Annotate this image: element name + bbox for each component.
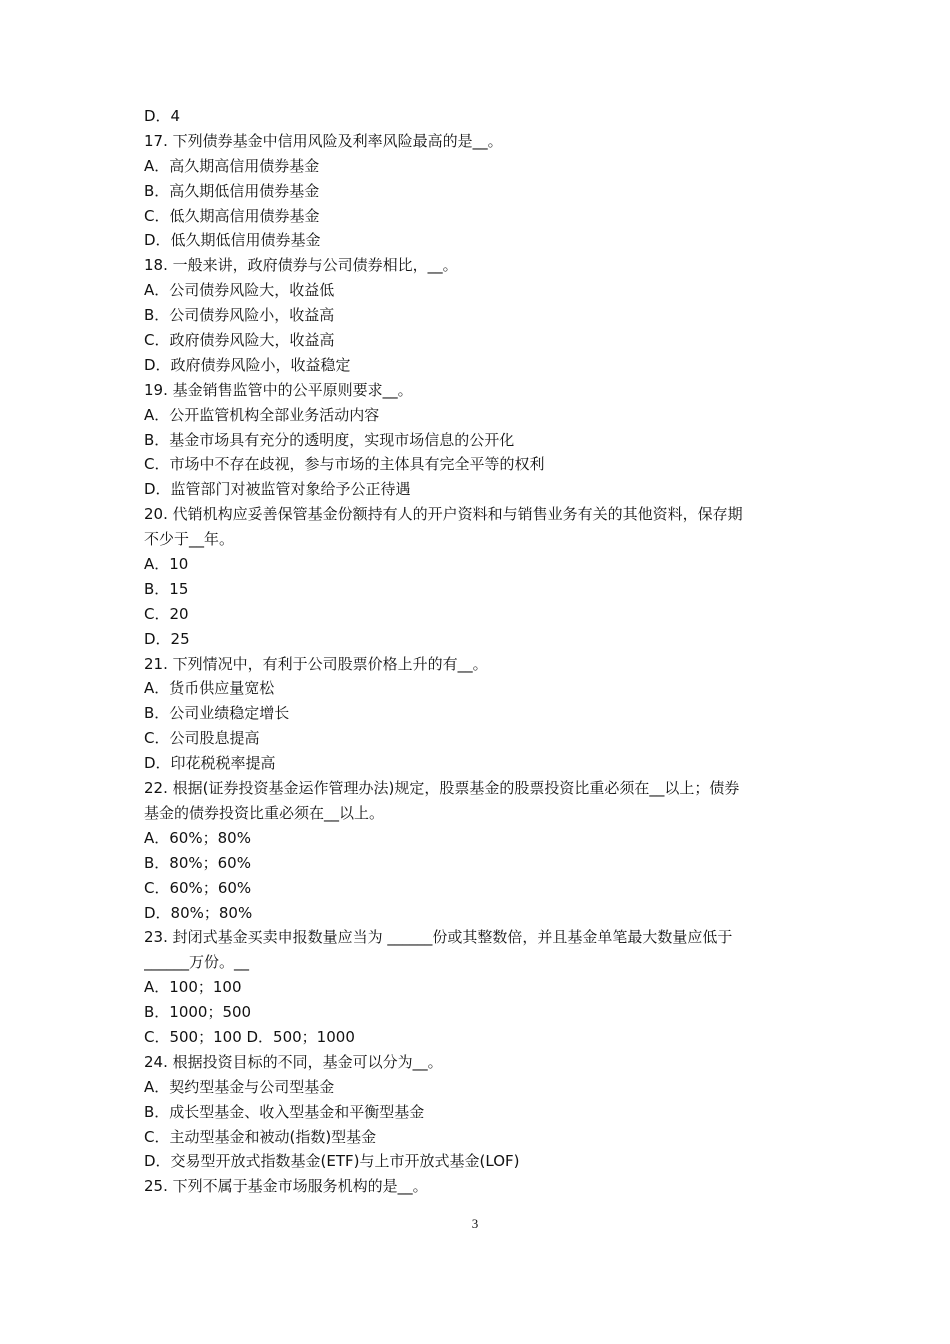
text-line: D．交易型开放式指数基金(ETF)与上市开放式基金(LOF) — [144, 1152, 520, 1171]
text-line: D．4 — [144, 107, 181, 125]
page-number: 3 — [471, 1216, 479, 1231]
text-line: 18. 一般来讲，政府债券与公司债券相比，__。 — [144, 256, 458, 275]
text-line: B．公司债券风险小，收益高 — [144, 306, 335, 325]
text-line: 24. 根据投资目标的不同，基金可以分为__。 — [144, 1052, 443, 1071]
text-line: 19. 基金销售监管中的公平原则要求__。 — [144, 380, 413, 399]
text-line: A．公开监管机构全部业务活动内容 — [144, 405, 380, 424]
text-line: C．500；100 D．500；1000 — [144, 1027, 355, 1046]
text-line: A．高久期高信用债券基金 — [144, 156, 320, 175]
text-line: A．60%；80% — [144, 828, 251, 847]
text-line: B．80%；60% — [144, 853, 251, 872]
text-line: C．市场中不存在歧视，参与市场的主体具有完全平等的权利 — [144, 455, 545, 474]
document-body — [144, 104, 814, 1199]
text-line: B．公司业绩稳定增长 — [144, 704, 290, 723]
text-line: C．公司股息提高 — [144, 729, 260, 748]
text-line: 20. 代销机构应妥善保管基金份额持有人的开户资料和与销售业务有关的其他资料，保存期 — [144, 505, 743, 524]
text-line: B．15 — [144, 579, 189, 598]
text-line: A．契约型基金与公司型基金 — [144, 1077, 335, 1096]
text-line: 21. 下列情况中，有利于公司股票价格上升的有__。 — [144, 654, 488, 673]
text-line: B．成长型基金、收入型基金和平衡型基金 — [144, 1102, 425, 1121]
text-line: 基金的债券投资比重必须在__以上。 — [144, 803, 385, 822]
text-line: 25. 下列不属于基金市场服务机构的是__。 — [144, 1177, 428, 1196]
text-line: D．25 — [144, 629, 190, 648]
text-line: C．60%；60% — [144, 878, 252, 897]
text-line: A．100；100 — [144, 978, 242, 997]
text-line: B．基金市场具有充分的透明度，实现市场信息的公开化 — [144, 430, 515, 449]
text-line: D．低久期低信用债券基金 — [144, 231, 321, 250]
text-line: C．低久期高信用债券基金 — [144, 206, 320, 225]
text-line: 不少于__年。 — [144, 530, 235, 549]
text-line: B．高久期低信用债券基金 — [144, 181, 320, 200]
text-line: A．货币供应量宽松 — [144, 679, 275, 698]
text-line: A．公司债券风险大，收益低 — [144, 281, 335, 300]
text-line: A．10 — [144, 555, 189, 574]
text-line: 17. 下列债券基金中信用风险及利率风险最高的是__。 — [144, 131, 503, 150]
text-line: D．印花税税率提高 — [144, 754, 276, 773]
text-line: C．主动型基金和被动(指数)型基金 — [144, 1127, 377, 1146]
text-line: 22. 根据(证券投资基金运作管理办法)规定，股票基金的股票投资比重必须在__以上；债券 — [144, 779, 740, 798]
text-line: C．政府债券风险大，收益高 — [144, 331, 335, 350]
text-line: D．政府债券风险小，收益稳定 — [144, 355, 351, 374]
text-line: B．1000；500 — [144, 1003, 252, 1022]
text-line: D．80%；80% — [144, 903, 253, 922]
text-line: 23. 封闭式基金买卖申报数量应当为 ______份或其整数倍，并且基金单笔最大数量应低于 — [144, 928, 733, 947]
text-line: C．20 — [144, 604, 189, 623]
text-line: ______万份。__ — [144, 953, 250, 972]
text-line: D．监管部门对被监管对象给予公正待遇 — [144, 480, 411, 499]
